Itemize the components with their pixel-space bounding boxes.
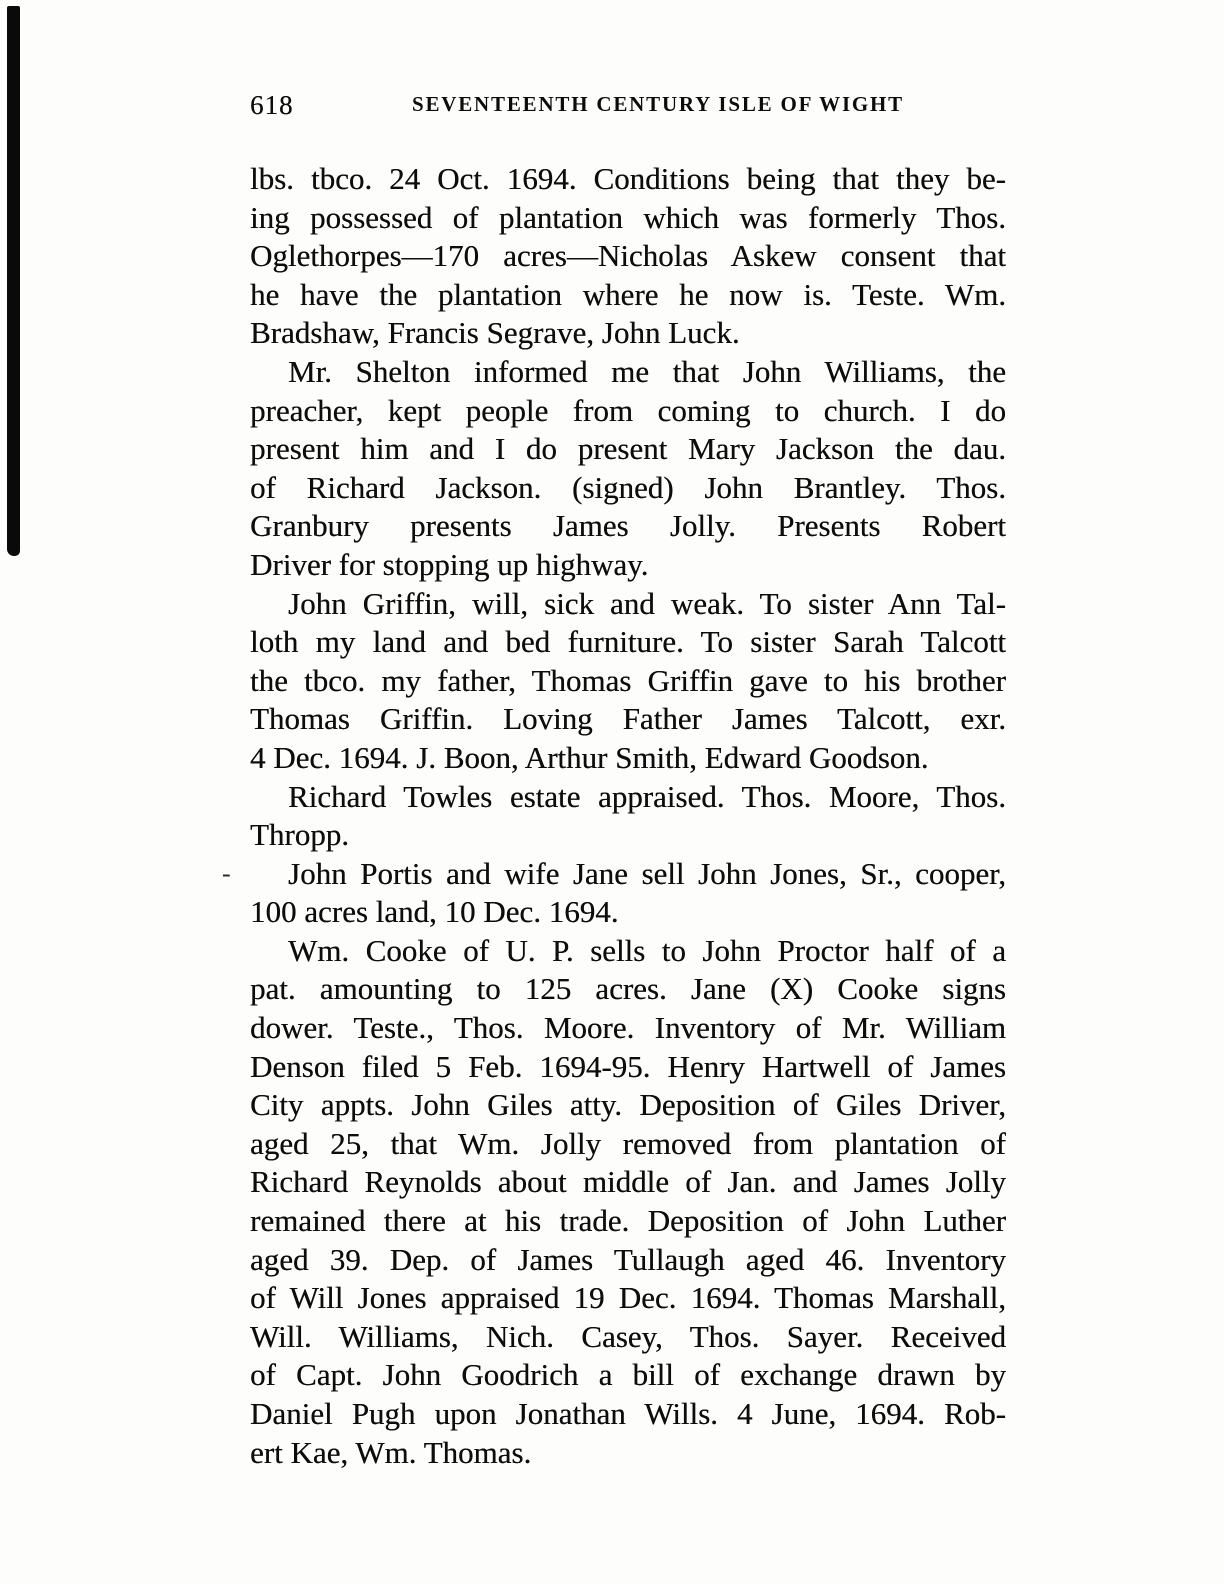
page-body: [222, 160, 1006, 1472]
text-line: remained there at his trade. Deposition of John Luther: [250, 1203, 1006, 1239]
text-line: preacher, kept people from coming to church. I do: [250, 392, 1006, 428]
text-line: Thomas Griffin. Loving Father James Talcott, exr.: [250, 701, 1006, 737]
paragraph: [222, 855, 1006, 932]
scan-gutter-artifact: [7, 6, 20, 556]
text-line: John Griffin, will, sick and weak. To sister Ann Tal-: [288, 585, 1006, 621]
text-line: Granbury presents James Jolly. Presents Robert: [250, 508, 1006, 544]
running-header-title: SEVENTEENTH CENTURY ISLE OF WIGHT: [412, 92, 904, 116]
text-line: Will. Williams, Nich. Casey, Thos. Sayer. Received: [250, 1318, 1006, 1354]
text-line: ert Kae, Wm. Thomas.: [250, 1434, 532, 1470]
text-line: loth my land and bed furniture. To sister Sarah Talcott: [250, 624, 1006, 660]
text-line: ing possessed of plantation which was formerly Thos.: [250, 199, 1006, 235]
text-line: aged 25, that Wm. Jolly removed from plantation of: [250, 1125, 1006, 1161]
text-line: of Capt. John Goodrich a bill of exchange drawn by: [250, 1357, 1006, 1393]
paragraph: [250, 932, 1006, 1472]
page-header: [250, 88, 1006, 122]
text-line: Richard Towles estate appraised. Thos. Moore, Thos.: [288, 778, 1006, 814]
text-line: the tbco. my father, Thomas Griffin gave to his brother: [250, 662, 1006, 698]
text-line: of Will Jones appraised 19 Dec. 1694. Thomas Marshall,: [250, 1280, 1006, 1316]
text-line: Bradshaw, Francis Segrave, John Luck.: [250, 315, 740, 351]
paragraph: [250, 778, 1006, 855]
text-line: Mr. Shelton informed me that John Williams, the: [288, 353, 1006, 389]
paragraph: [250, 160, 1006, 353]
text-line: Driver for stopping up highway.: [250, 546, 649, 582]
text-line: dower. Teste., Thos. Moore. Inventory of Mr. William: [250, 1010, 1006, 1046]
text-line: 100 acres land, 10 Dec. 1694.: [250, 894, 619, 930]
text-line: Denson filed 5 Feb. 1694-95. Henry Hartwell of James: [250, 1048, 1006, 1084]
text-line: of Richard Jackson. (signed) John Brantley. Thos.: [250, 469, 1006, 505]
text-line: Daniel Pugh upon Jonathan Wills. 4 June, 1694. Rob-: [250, 1396, 1006, 1431]
paragraph: [250, 585, 1006, 778]
text-line: lbs. tbco. 24 Oct. 1694. Conditions being that they be-: [250, 161, 1006, 196]
text-line: John Portis and wife Jane sell John Jones, Sr., cooper,: [288, 855, 1006, 891]
text-line: pat. amounting to 125 acres. Jane (X) Cooke signs: [250, 971, 1006, 1007]
page-number: 618: [250, 90, 294, 120]
text-line: present him and I do present Mary Jackson the dau.: [250, 431, 1006, 467]
text-line: City appts. John Giles atty. Deposition of Giles Driver,: [250, 1087, 1006, 1123]
text-line: Richard Reynolds about middle of Jan. and James Jolly: [250, 1164, 1006, 1200]
text-line: Oglethorpes—170 acres—Nicholas Askew consent that: [250, 238, 1006, 274]
margin-mark: -: [222, 858, 231, 888]
text-line: aged 39. Dep. of James Tullaugh aged 46. Inventory: [250, 1241, 1006, 1277]
text-line: he have the plantation where he now is. Teste. Wm.: [250, 276, 1006, 312]
text-line: Wm. Cooke of U. P. sells to John Proctor half of a: [288, 932, 1006, 968]
text-line: Thropp.: [250, 817, 350, 853]
text-line: 4 Dec. 1694. J. Boon, Arthur Smith, Edward Goodson.: [250, 739, 929, 775]
paragraph: [250, 353, 1006, 585]
